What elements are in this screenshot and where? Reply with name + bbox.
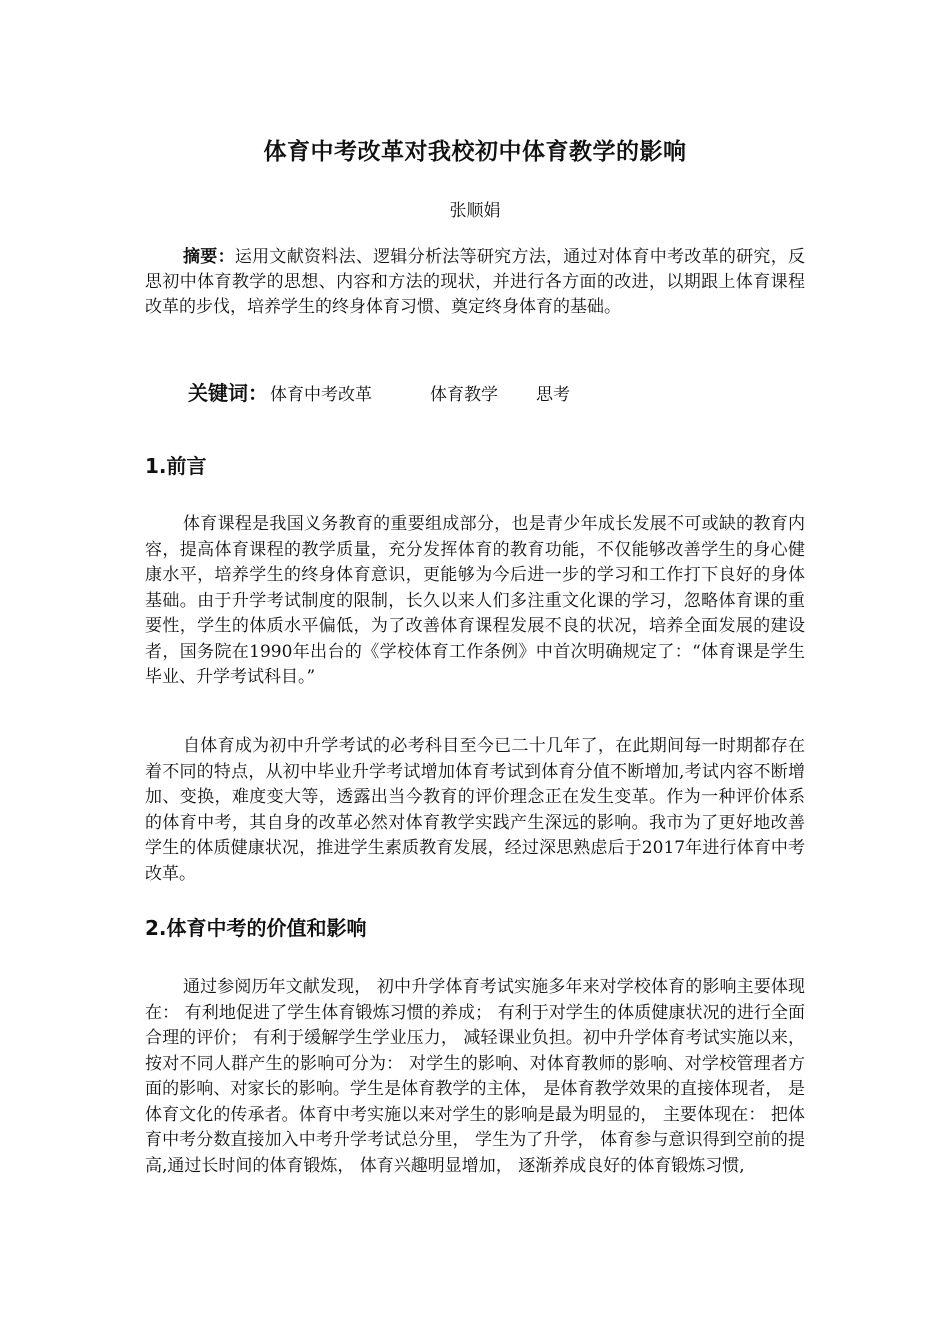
abstract-label: 摘要： <box>183 247 235 267</box>
keywords-label: 关键词： <box>188 381 268 405</box>
abstract-text: 运用文献资料法、逻辑分析法等研究方法，通过对体育中考改革的研究，反思初中体育教学的思想、内容和方法的现状，并进行各方面的改进，以期跟上体育课程改革的步伐，培养学生的终身体育习惯、奠定终身体育的基础。 <box>145 247 806 317</box>
body-paragraph: 体育课程是我国义务教育的重要组成部分，也是青少年成长发展不可或缺的教育内容，提高体育课程的教学质量，充分发挥体育的教育功能，不仅能够改善学生的身心健康水平，培养学生的终身体育意识，更能够为今后进一步的学习和工作打下良好的身体基础。由于升学考试制度的限制，长久以来人们多注重文化课的学习，忽略体育课的重要性，学生的体质水平偏低，为了改善体育课程发展不良的状况，培养全面发展的建设者，国务院在1990年出台的《学校体育工作条例》中首次明确规定了：“体育课是学生毕业、升学考试科目。” <box>145 514 805 687</box>
body-paragraph: 自体育成为初中升学考试的必考科目至今已二十几年了，在此期间每一时期都存在着不同的特点，从初中毕业升学考试增加体育考试到体育分值不断增加,考试内容不断增加、变换，难度变大等，透露出当今教育的评价理念正在发生变革。作为一种评价体系的体育中考，其自身的改革必然对体育教学实践产生深远的影响。我市为了更好地改善学生的体质健康状况，推进学生素质教育发展，经过深思熟虑后于2017年进行体育中考改革。 <box>145 736 805 884</box>
section-heading: 2.体育中考的价值和影响 <box>145 916 367 940</box>
abstract <box>145 245 805 320</box>
document-title: 体育中考改革对我校初中体育教学的影响 <box>263 139 687 165</box>
keyword-item: 体育教学 <box>430 385 498 405</box>
keywords <box>188 379 570 409</box>
keyword-item: 体育中考改革 <box>270 385 372 405</box>
body-paragraph: 通过参阅历年文献发现， 初中升学体育考试实施多年来对学校体育的影响主要体现在： 有利地促进了学生体育锻炼习惯的养成； 有利于对学生的体质健康状况的进行全面合理的评价； 有利于缓解学生学业压力， 减轻课业负担。初中升学体育考试实施以来， 按对不同人群产生的影响可分为： 对学生的影响、对体育教师的影响、对学校管理者方面的影响、对家长的影响。学生是体育教学的主体， 是体育教学效果的直接体现者， 是体育文化的传承者。体育中考实施以来对学生的影响是最为明显的， 主要体现在： 把体育中考分数直接加入中考升学考试总分里， 学生为了升学， 体育参与意识得到空前的提高,通过长时间的体育锻炼， 体育兴趣明显增加， 逐渐养成良好的体育锻炼习惯, <box>145 977 805 1176</box>
section-heading: 1.前言 <box>145 454 207 478</box>
keyword-item: 思考 <box>536 385 570 405</box>
author-name: 张顺娟 <box>449 201 501 221</box>
